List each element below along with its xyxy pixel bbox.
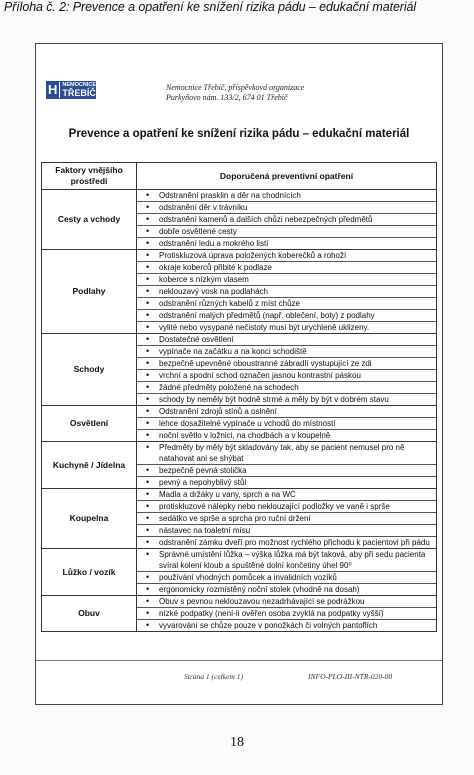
document-title: Prevence a opatření ke snížení rizika pádu – edukační materiál (68, 128, 410, 140)
measures-list (137, 190, 436, 249)
measures-cell (137, 489, 437, 549)
list-item: • okraje koberců přibité k podlaze (137, 262, 436, 274)
measures-table (41, 162, 437, 632)
header-measures: Doporučená preventivní opatření (137, 163, 437, 190)
list-item: • Madla a držáky u vany, sprch a na WC (137, 489, 436, 501)
factor-cell: Obuv (42, 596, 137, 632)
measures-cell (137, 549, 437, 596)
factor-cell: Koupelna (42, 489, 137, 549)
list-item: • ergonomicky rozmístěný noční stolek (vhodně na dosah) (137, 584, 436, 595)
table-row (42, 549, 437, 596)
factor-cell: Schody (42, 334, 137, 406)
table-row (42, 596, 437, 632)
factor-cell: Osvětlení (42, 406, 137, 442)
list-item: • schody by neměly být hodně strmé a měly by být v dobrém stavu (137, 394, 436, 405)
list-item: • koberce s nízkým vlasem (137, 274, 436, 286)
list-item: • odstranění ledu a mokrého listí (137, 238, 436, 249)
measures-list (137, 406, 436, 441)
org-address: Purkyňovo nám. 133/2, 674 01 Třebíč (166, 93, 288, 102)
document-sheet (35, 43, 443, 705)
table-row (42, 442, 437, 489)
list-item: • noční světlo v ložnici, na chodbách a v koupelně (137, 430, 436, 441)
list-item: • Obuv s pevnou neklouzavou nezadrhávající se podrážkou (137, 596, 436, 608)
list-item: • nízké podpatky (není-li ověřen osoba zvyklá na podpatky vyšší) (137, 608, 436, 620)
hospital-logo (46, 81, 96, 99)
list-item: • odstranění děr v trávníku (137, 202, 436, 214)
list-item: • bezpečně upevněné oboustranné zábradlí vystupující ze zdi (137, 358, 436, 370)
logo-small-text: NEMOCNICE (62, 82, 97, 88)
table-row (42, 250, 437, 334)
list-item: • odstranění zámku dveří pro možnost rychlého přichodu k pacientovi při pádu (137, 537, 436, 548)
table-row (42, 489, 437, 549)
list-item: • nástavec na toaletní mísu (137, 525, 436, 537)
list-item: • Odstranění zdrojů stínů a oslnění (137, 406, 436, 418)
list-item: • sedátko ve sprše a sprcha pro ruční držení (137, 513, 436, 525)
measures-list (137, 596, 436, 631)
list-item: • Předměty by měly být skladovány tak, aby se pacient nemusel pro ně natahovat ani se shýbat (137, 442, 436, 465)
table-row (42, 406, 437, 442)
list-item: • odstranění kamenů a dalších chůzi nebezpečných předmětů (137, 214, 436, 226)
list-item: • odstranění různých kabelů z míst chůze (137, 298, 436, 310)
list-item: • pevný a nepohyblivý stůl (137, 477, 436, 488)
measures-list (137, 549, 436, 595)
factor-cell: Podlahy (42, 250, 137, 334)
list-item: • Správné umístění lůžka – výška lůžka má být taková, aby při sedu pacienta svíral kolení kloub a spuštěné dolní končetiny úhel 90⁰ (137, 549, 436, 572)
measures-cell (137, 596, 437, 632)
appendix-heading: Příloha č. 2: Prevence a opatření ke snížení rizika pádu – edukační materiál (4, 0, 417, 14)
table-row (42, 334, 437, 406)
measures-list (137, 489, 436, 548)
header-factors: Faktory vnějšího prostředí (42, 163, 137, 190)
organization-address (166, 83, 304, 103)
list-item: • odstranění malých předmětů (např. oblečení, boty) z podlahy (137, 310, 436, 322)
list-item: • vypínače na začátku a na konci schodiště (137, 346, 436, 358)
footer-page-info: Strana 1 (celkem 1) (184, 672, 243, 681)
list-item: • bezpečně pevná stolička (137, 465, 436, 477)
list-item: • lehce dosažitelné vypínače u vchodů do místností (137, 418, 436, 430)
table-row (42, 190, 437, 250)
list-item: • dobře osvětlené cesty (137, 226, 436, 238)
list-item: • vyvarování se chůze pouze v ponožkách či volných pantoflích (137, 620, 436, 631)
measures-cell (137, 190, 437, 250)
footer-doc-code: INFO-PLO-III-NTR-020-00 (308, 672, 393, 681)
measures-cell (137, 442, 437, 489)
list-item: • používání vhodných pomůcek a invalidních vozíků (137, 572, 436, 584)
org-name: Nemocnice Třebíč, příspěvková organizace (166, 83, 305, 92)
list-item: • Odstranění prasklin a děr na chodnících (137, 190, 436, 202)
list-item: • Protiskluzová úprava položených koberečků a rohoží (137, 250, 436, 262)
measures-cell (137, 334, 437, 406)
list-item: • žádné předměty položené na schodech (137, 382, 436, 394)
factor-cell: Lůžko / vozík (42, 549, 137, 596)
list-item: • vylité nebo vysypané nečistoty musí být urychleně uklizeny. (137, 322, 436, 333)
logo-mark: H (46, 82, 60, 98)
page-number: 18 (230, 735, 244, 750)
measures-list (137, 250, 436, 333)
measures-list (137, 442, 436, 488)
list-item: • neklouzavý vosk na podlahách (137, 286, 436, 298)
logo-big-text: TŘEBÍČ (62, 88, 96, 98)
list-item: • vrchní a spodní schod označen jasnou kontrastní páskou (137, 370, 436, 382)
measures-list (137, 334, 436, 405)
measures-cell (137, 406, 437, 442)
list-item: • protiskluzové nálepky nebo neklouzající podložky ve vaně i sprše (137, 501, 436, 513)
table-header-row (42, 163, 437, 190)
list-item: • Dostatečné osvětlení (137, 334, 436, 346)
factor-cell: Kuchyně / Jídelna (42, 442, 137, 489)
page-footer (36, 660, 442, 691)
factor-cell: Cesty a vchody (42, 190, 137, 250)
measures-cell (137, 250, 437, 334)
